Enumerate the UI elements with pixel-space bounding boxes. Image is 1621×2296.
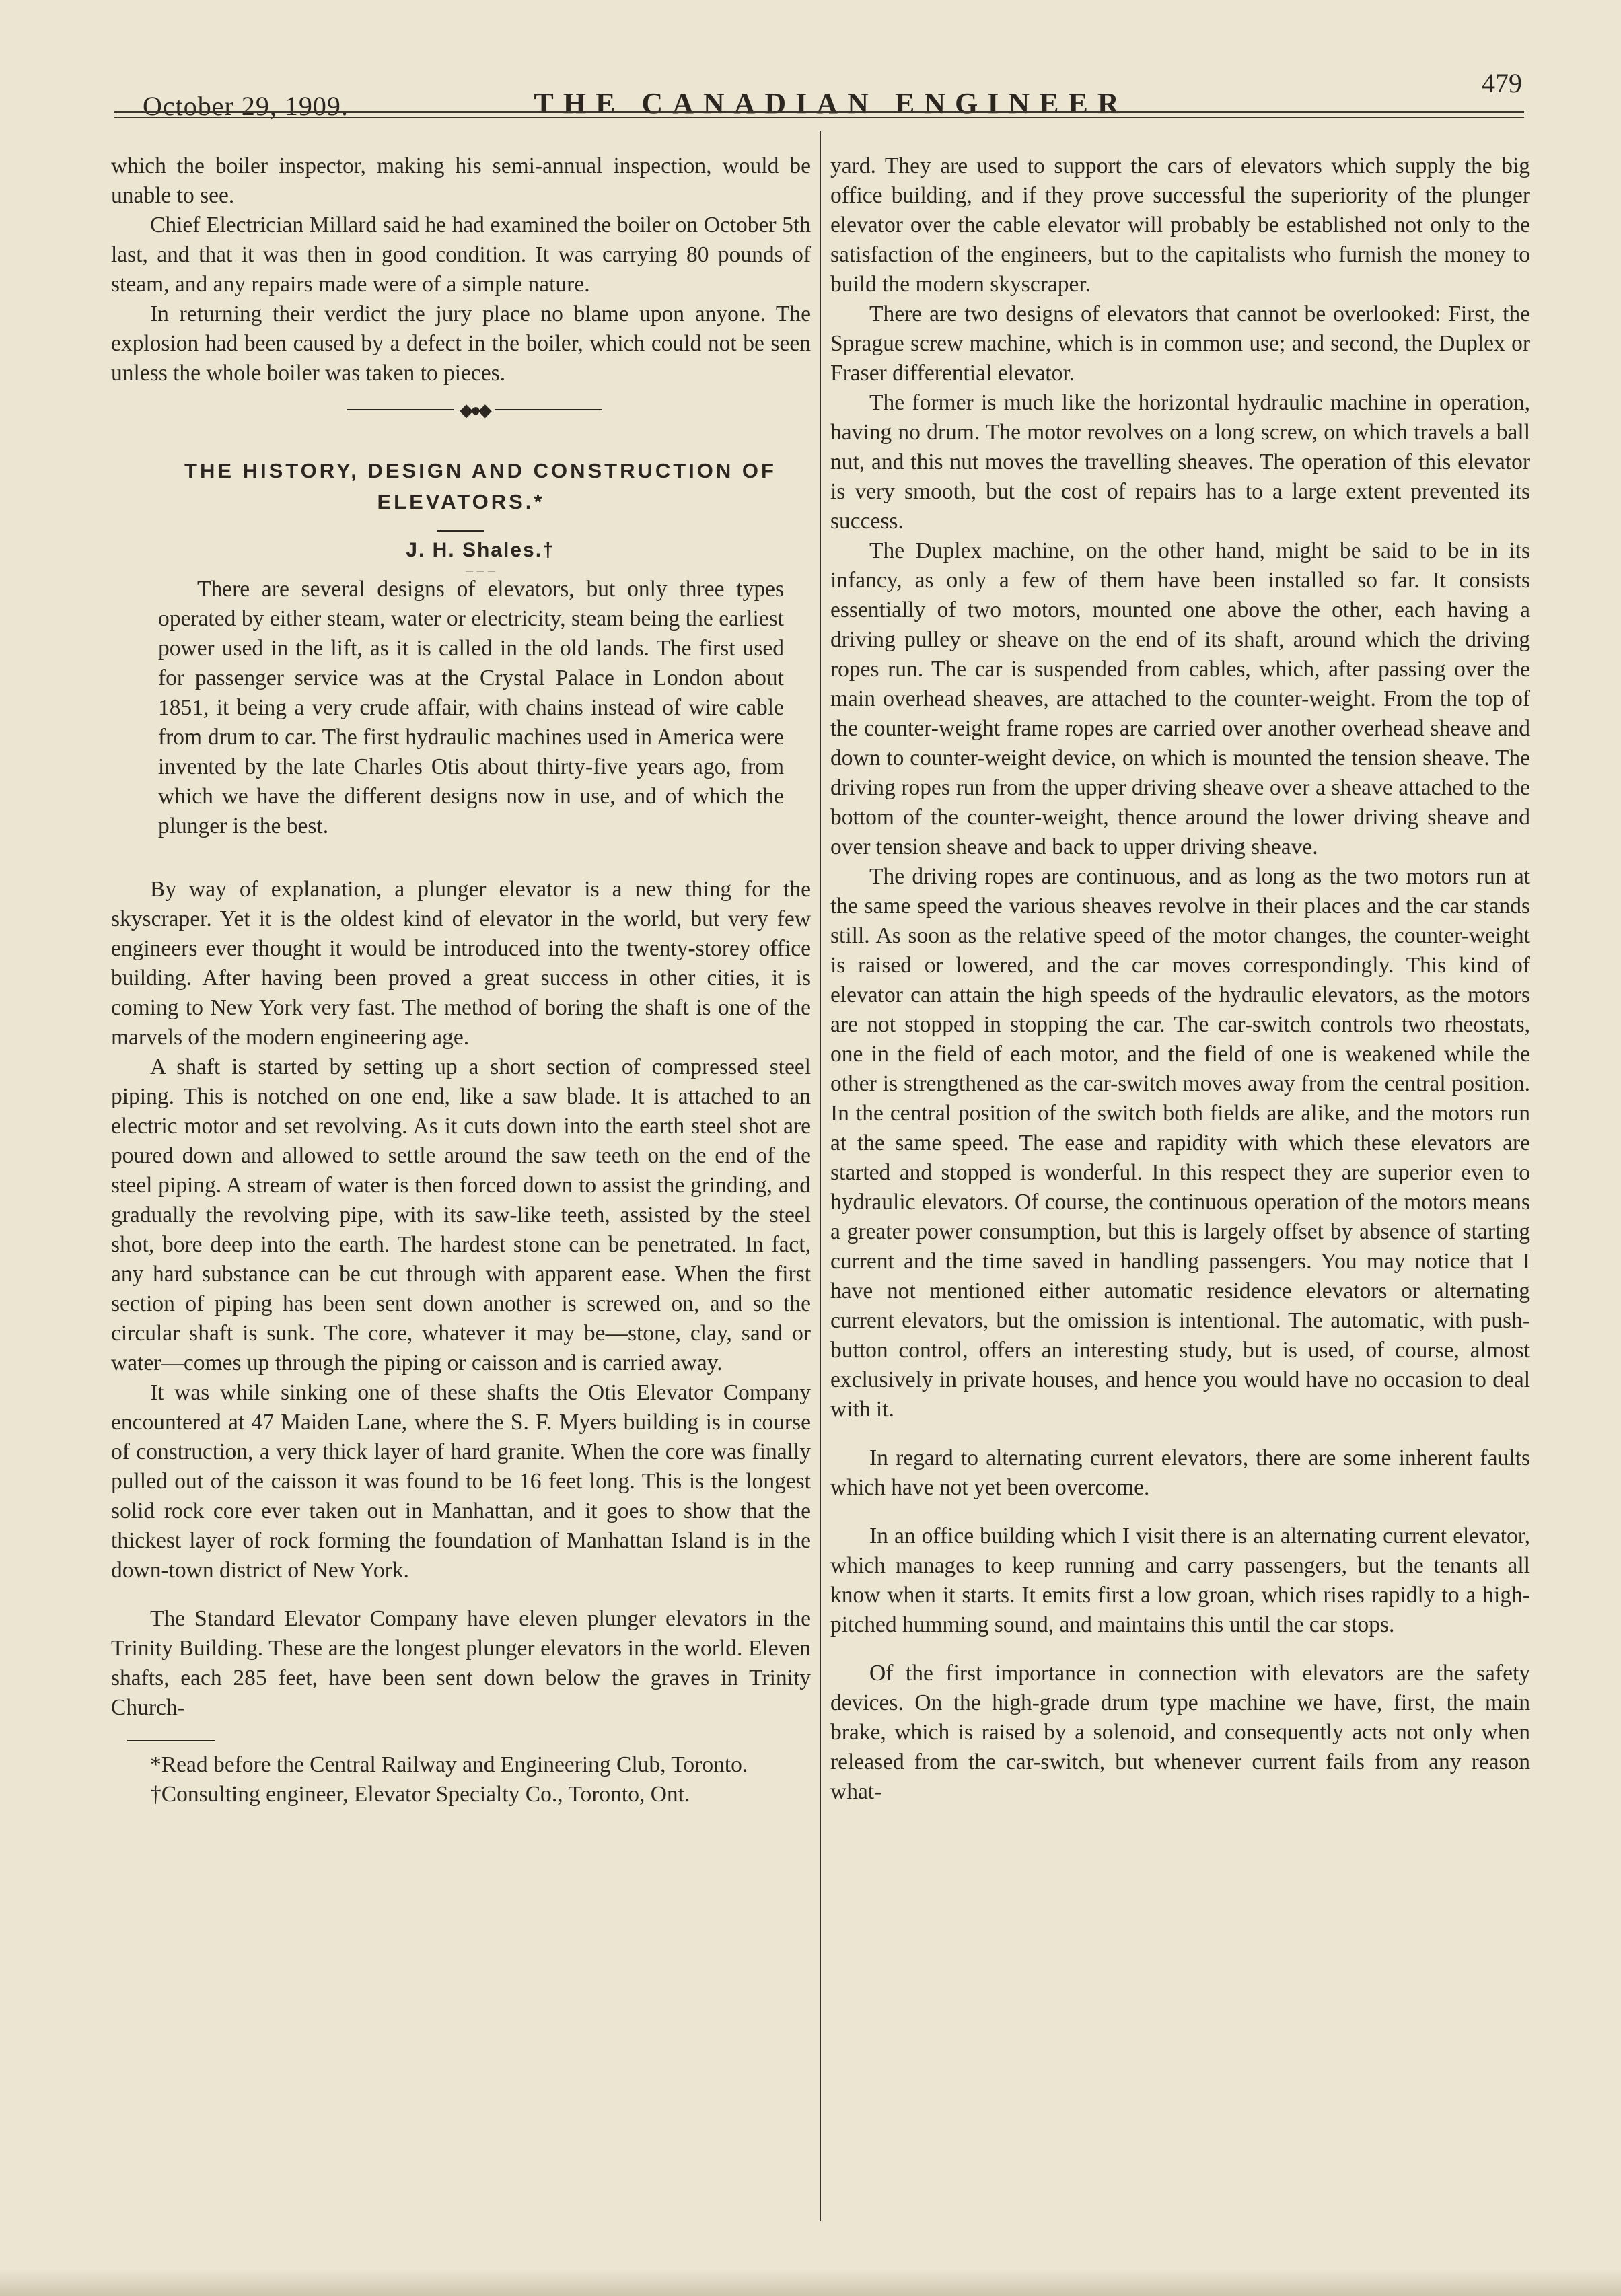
issue-date: October 29, 1909. bbox=[143, 91, 349, 121]
intro-paragraph: There are several designs of elevators, but only three types operated by either steam, water or electricity, steam being the earliest power used in the lift, as it is called in the old lands. The first used for passenger service was at the Crystal Palace in London about 1851, it being a very crude affair, with chains instead of wire cable from drum to car. The first hydraulic machines used in America were invented by the late Charles Otis about thirty-five years ago, from which we have the different designs now in use, and of which the plunger is the best. bbox=[158, 577, 784, 838]
header-rule-thin bbox=[114, 117, 1524, 118]
paragraph: It was while sinking one of these shafts the Otis Elevator Company encountered at 47 Maiden Lane, where the S. F. Myers building is in course of construction, a very thick layer of hard granite. When the core was finally pulled out of the caisson it was found to be 16 feet long. This is the longest solid rock core ever taken out in Manhattan, and it goes to show that the thickest layer of rock forming the foundation of Manhattan Island is in the down-town district of New York. bbox=[111, 1380, 811, 1583]
title-rule bbox=[437, 530, 484, 532]
footnote-rule bbox=[127, 1740, 215, 1741]
paragraph: In regard to alternating current elevators, there are some inherent faults which have not yet been overcome. bbox=[830, 1445, 1530, 1500]
article-title: THE HISTORY, DESIGN AND CONSTRUCTION OF ELEVATORS.* bbox=[184, 459, 777, 513]
author-separator: – – – bbox=[466, 561, 495, 578]
right-column bbox=[830, 151, 1530, 1807]
footnote: †Consulting engineer, Elevator Specialty Co., Toronto, Ont. bbox=[150, 1782, 690, 1807]
paragraph: which the boiler inspector, making his semi-annual inspection, would be unable to see. bbox=[111, 153, 811, 208]
column-divider bbox=[820, 131, 821, 2221]
paragraph: Chief Electrician Millard said he had examined the boiler on October 5th last, and that it was then in good condition. It was carrying 80 pounds of steam, and any repairs made were of a simple nature. bbox=[111, 213, 811, 297]
section-ornament bbox=[111, 398, 811, 422]
footnotes bbox=[111, 1750, 811, 1809]
paragraph: Of the first importance in connection with elevators are the safety devices. On the high-grade drum type machine we have, first, the main brake, which is raised by a solenoid, and consequently acts not only when released from the car-switch, but whenever current fails from any reason what- bbox=[830, 1661, 1530, 1804]
journal-title: THE CANADIAN ENGINEER bbox=[534, 87, 1128, 120]
ornament-glyph: ◆●◆ bbox=[460, 400, 489, 420]
footnote: *Read before the Central Railway and Engineering Club, Toronto. bbox=[150, 1752, 748, 1777]
paragraph: yard. They are used to support the cars of elevators which supply the big office building, and if they prove successful the superiority of the plunger elevator over the cable elevator will probably be established not only to the satisfaction of the engineers, but to the capitalists who furnish the money to build the modern skyscraper. bbox=[830, 153, 1530, 297]
paragraph: The driving ropes are continuous, and as long as the two motors run at the same speed the various sheaves revolve in their places and the car stands still. As soon as the relative speed of the motor changes, the counter-weight is raised or lowered, and the car moves correspondingly. This kind of elevator can attain the high speeds of the hydraulic elevators, as the motors are not stopped in stopping the car. The car-switch controls two rheostats, one in the field of each motor, and the field of one is weakened while the other is strengthened as the car-switch moves away from the central position. In the central position of the switch both fields are alike, and the motors run at the same speed. The ease and rapidity with which these elevators are started and stopped is wonderful. In this respect they are superior even to hydraulic elevators. Of course, the continuous operation of the motors means a greater power consumption, but this is largely offset by absence of starting current and the time saved in handling passengers. You may notice that I have not mentioned either automatic residence elevators or alternating current elevators, but the omission is intentional. The automatic, with push-button control, offers an interesting study, but is used, of course, almost exclusively in private houses, and hence you would have no occasion to deal with it. bbox=[830, 864, 1530, 1422]
page-number: 479 bbox=[1482, 68, 1522, 98]
paragraph: The Standard Elevator Company have eleven plunger elevators in the Trinity Building. These are the longest plunger elevators in the world. Eleven shafts, each 285 feet, have been sent down below the graves in Trinity Church- bbox=[111, 1606, 811, 1720]
left-column bbox=[111, 151, 811, 1809]
paragraph: The Duplex machine, on the other hand, might be said to be in its infancy, as only a few of them have been installed so far. It consists essentially of two motors, mounted one above the other, each having a driving pulley or sheave on the end of its shaft, around which the driving ropes run. The car is suspended from cables, which, after passing over the main overhead sheaves, are attached to the counter-weight. From the top of the counter-weight frame ropes are carried over another overhead sheave and down to counter-weight device, on which is mounted the tension sheave. The driving ropes run from the upper driving sheave over a sheave attached to the bottom of the counter-weight, thence around the lower driving sheave and over tension sheave and back to upper driving sheave. bbox=[830, 538, 1530, 859]
article-author: J. H. Shales.† bbox=[406, 539, 555, 561]
page-bottom-edge bbox=[0, 2269, 1621, 2296]
article-intro bbox=[111, 575, 811, 841]
paragraph: In an office building which I visit there is an alternating current elevator, which manages to keep running and carry passengers, but the tenants all know when it starts. It emits first a low groan, which rises rapidly to a high-pitched humming sound, and maintains this until the car stops. bbox=[830, 1523, 1530, 1637]
paragraph: There are two designs of elevators that cannot be overlooked: First, the Sprague screw machine, which is in common use; and second, the Duplex or Fraser differential elevator. bbox=[830, 301, 1530, 386]
paragraph: The former is much like the horizontal hydraulic machine in operation, having no drum. The motor revolves on a long screw, on which travels a ball nut, and this nut moves the travelling sheaves. The operation of this elevator is very smooth, but the cost of repairs has to a large extent prevented its success. bbox=[830, 390, 1530, 534]
paragraph: By way of explanation, a plunger elevator is a new thing for the skyscraper. Yet it is the oldest kind of elevator in the world, but very few engineers ever thought it would be introduced into the twenty-storey office building. After having been proved a great success in other cities, it is coming to New York very fast. The method of boring the shaft is one of the marvels of the modern engineering age. bbox=[111, 877, 811, 1050]
page-header bbox=[135, 67, 1527, 128]
paragraph: In returning their verdict the jury place no blame upon anyone. The explosion had been caused by a defect in the boiler, which could not be seen unless the whole boiler was taken to pieces. bbox=[111, 301, 811, 386]
header-rule bbox=[114, 111, 1524, 113]
paragraph: A shaft is started by setting up a short section of compressed steel piping. This is notched on one end, like a saw blade. It is attached to an electric motor and set revolving. As it cuts down into the earth steel shot are poured down and allowed to settle around the saw teeth on the end of the steel piping. A stream of water is then forced down to assist the grinding, and gradually the revolving pipe, with its saw-like teeth, assisted by the steel shot, bore deep into the earth. The hardest stone can be penetrated. In fact, any hard substance can be cut through with apparent ease. When the first section of piping has been sent down another is screwed on, and so the circular shaft is sunk. The core, whatever it may be—stone, clay, sand or water—comes up through the piping or caisson and is carried away. bbox=[111, 1054, 811, 1375]
